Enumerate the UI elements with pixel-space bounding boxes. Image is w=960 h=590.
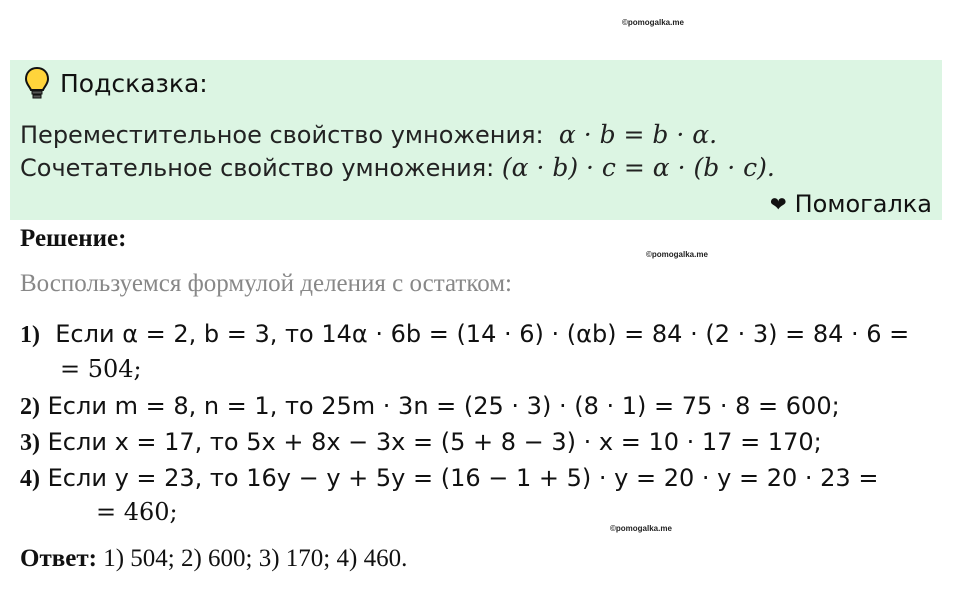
lightbulb-icon <box>24 66 50 100</box>
item-text: Если α = 2, b = 3, то 14α · 6b = (14 · 6) · (αb) = 84 · (2 · 3) = 84 · 6 = <box>55 320 910 348</box>
solution-intro: Воспользуемся формулой деления с остатком: <box>20 270 512 297</box>
hint-line-1-formula: α · b = b · α. <box>558 120 718 149</box>
item-number: 3) <box>20 430 40 456</box>
hint-box <box>10 60 942 220</box>
solution-item-1-cont: = 504; <box>60 355 142 383</box>
solution-heading: Решение: <box>20 225 127 252</box>
item-number: 1) <box>20 322 40 348</box>
brand-signature <box>770 190 932 218</box>
item-text: Если x = 17, то 5x + 8x − 3x = (5 + 8 − 3) · x = 10 · 17 = 170; <box>47 428 822 456</box>
hint-line-2-formula: (α · b) · c = α · (b · c). <box>501 153 775 182</box>
answer-label: Ответ: <box>20 545 97 572</box>
watermark: ©pomogalka.me <box>622 18 684 27</box>
item-number: 2) <box>20 394 40 420</box>
solution-item-1 <box>20 320 909 349</box>
solution-item-2 <box>20 392 840 421</box>
solution-item-4 <box>20 464 878 493</box>
watermark: ©pomogalka.me <box>646 250 708 259</box>
item-text: Если m = 8, n = 1, то 25m · 3n = (25 · 3) · (8 · 1) = 75 · 8 = 600; <box>47 392 840 420</box>
solution-item-3 <box>20 428 822 457</box>
heart-icon: ❤ <box>769 192 787 216</box>
item-text: Если y = 23, то 16y − y + 5y = (16 − 1 + 5) · y = 20 · y = 20 · 23 = <box>47 464 879 492</box>
hint-line-2 <box>20 153 775 182</box>
hint-line-1-text: Переместительное свойство умножения: <box>20 121 544 149</box>
brand-name: Помогалка <box>794 190 932 218</box>
watermark: ©pomogalka.me <box>610 524 672 533</box>
item-number: 4) <box>20 466 40 492</box>
hint-line-1 <box>20 120 717 149</box>
solution-item-4-cont: = 460; <box>96 498 178 526</box>
answer-line <box>20 545 407 573</box>
answer-text: 1) 504; 2) 600; 3) 170; 4) 460. <box>103 545 408 572</box>
hint-title: Подсказка: <box>60 68 208 98</box>
hint-header <box>24 66 208 100</box>
hint-line-2-text: Сочетательное свойство умножения: <box>20 154 495 182</box>
